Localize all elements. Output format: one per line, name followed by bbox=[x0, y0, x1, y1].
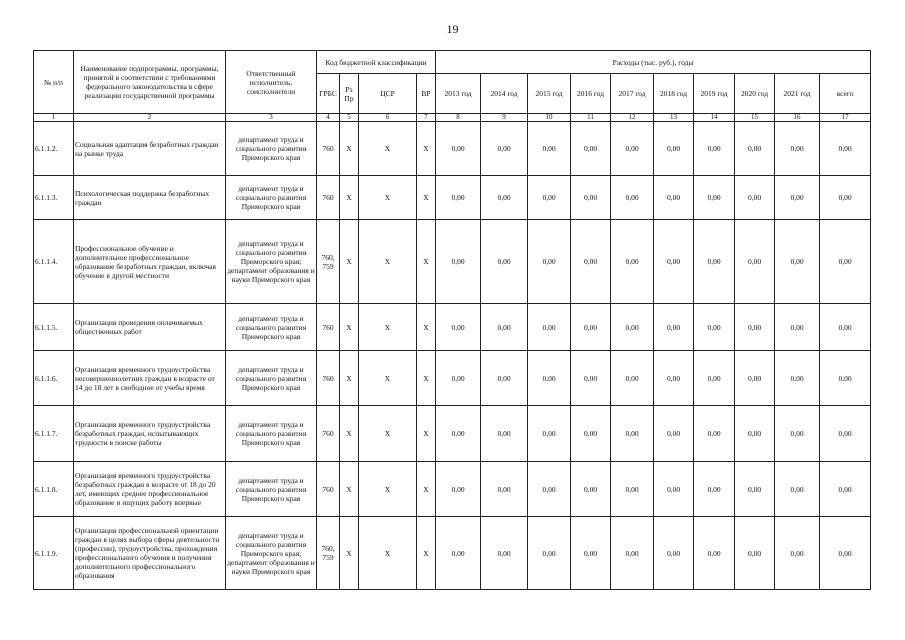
header-year: 2021 год bbox=[775, 74, 820, 114]
row-csr: X bbox=[359, 220, 417, 304]
header-year: всего bbox=[820, 74, 871, 114]
row-grbs: 760 bbox=[317, 304, 340, 351]
row-value: 0,00 bbox=[775, 220, 820, 304]
row-value: 0,00 bbox=[735, 304, 775, 351]
header-year: 2019 год bbox=[694, 74, 735, 114]
row-value: 0,00 bbox=[820, 220, 871, 304]
row-grbs: 760, 759 bbox=[317, 220, 340, 304]
row-value: 0,00 bbox=[694, 406, 735, 462]
column-number: 2 bbox=[74, 114, 226, 122]
row-value: 0,00 bbox=[436, 176, 481, 220]
header-expenses: Расходы (тыс. руб.), годы bbox=[436, 51, 871, 74]
row-rzpr: X bbox=[340, 122, 359, 176]
column-number: 14 bbox=[694, 114, 735, 122]
column-number: 4 bbox=[317, 114, 340, 122]
row-rzpr: X bbox=[340, 304, 359, 351]
table-row bbox=[34, 122, 871, 176]
row-value: 0,00 bbox=[735, 220, 775, 304]
column-number: 16 bbox=[775, 114, 820, 122]
row-value: 0,00 bbox=[481, 220, 528, 304]
row-value: 0,00 bbox=[694, 220, 735, 304]
row-value: 0,00 bbox=[611, 462, 654, 517]
row-grbs: 760, 759 bbox=[317, 517, 340, 590]
row-value: 0,00 bbox=[694, 304, 735, 351]
header-num: № п/п bbox=[34, 51, 74, 114]
row-value: 0,00 bbox=[694, 517, 735, 590]
row-value: 0,00 bbox=[611, 176, 654, 220]
row-value: 0,00 bbox=[611, 351, 654, 406]
row-name: Организация профессиональной ориентации граждан в целях выбора сферы деятельности (профессии), трудоустройства, прохождения профессионального обучения и получения дополнительного профессионального образования bbox=[74, 517, 226, 590]
column-number: 10 bbox=[528, 114, 571, 122]
row-vr: X bbox=[417, 122, 436, 176]
row-executor: департамент труда и социального развития Приморского края bbox=[226, 351, 317, 406]
row-value: 0,00 bbox=[694, 176, 735, 220]
row-rzpr: X bbox=[340, 351, 359, 406]
row-rzpr: X bbox=[340, 406, 359, 462]
row-name: Социальная адаптация безработных граждан на рынке труда bbox=[74, 122, 226, 176]
row-value: 0,00 bbox=[775, 351, 820, 406]
row-value: 0,00 bbox=[528, 122, 571, 176]
table-row bbox=[34, 351, 871, 406]
row-value: 0,00 bbox=[775, 517, 820, 590]
table-row bbox=[34, 517, 871, 590]
column-number: 5 bbox=[340, 114, 359, 122]
row-value: 0,00 bbox=[611, 304, 654, 351]
header-year: 2018 год bbox=[654, 74, 694, 114]
row-value: 0,00 bbox=[654, 517, 694, 590]
row-grbs: 760 bbox=[317, 462, 340, 517]
header-executor: Ответственный исполнитель, соисполнители bbox=[226, 51, 317, 114]
row-value: 0,00 bbox=[820, 517, 871, 590]
row-value: 0,00 bbox=[571, 122, 611, 176]
row-value: 0,00 bbox=[775, 304, 820, 351]
column-number: 17 bbox=[820, 114, 871, 122]
row-vr: X bbox=[417, 406, 436, 462]
row-name: Организация временного трудоустройства безработных граждан в возрасте от 18 до 20 лет, имеющих среднее профессиональное образование и ищущих работу впервые bbox=[74, 462, 226, 517]
header-year: 2020 год bbox=[735, 74, 775, 114]
row-value: 0,00 bbox=[611, 406, 654, 462]
row-value: 0,00 bbox=[528, 304, 571, 351]
header-year: 2014 год bbox=[481, 74, 528, 114]
row-value: 0,00 bbox=[436, 220, 481, 304]
header-budget-code: Код бюджетной классификации bbox=[317, 51, 436, 74]
row-value: 0,00 bbox=[571, 220, 611, 304]
table-row bbox=[34, 304, 871, 351]
row-value: 0,00 bbox=[654, 462, 694, 517]
row-value: 0,00 bbox=[481, 351, 528, 406]
row-value: 0,00 bbox=[611, 122, 654, 176]
row-csr: X bbox=[359, 406, 417, 462]
row-value: 0,00 bbox=[654, 220, 694, 304]
row-number: 6.1.1.9. bbox=[34, 517, 74, 590]
row-number: 6.1.1.2. bbox=[34, 122, 74, 176]
row-value: 0,00 bbox=[820, 351, 871, 406]
row-value: 0,00 bbox=[571, 462, 611, 517]
column-number: 12 bbox=[611, 114, 654, 122]
row-value: 0,00 bbox=[481, 462, 528, 517]
row-value: 0,00 bbox=[775, 122, 820, 176]
row-csr: X bbox=[359, 462, 417, 517]
column-number: 7 bbox=[417, 114, 436, 122]
row-value: 0,00 bbox=[528, 220, 571, 304]
column-number: 1 bbox=[34, 114, 74, 122]
row-value: 0,00 bbox=[436, 304, 481, 351]
row-value: 0,00 bbox=[436, 351, 481, 406]
row-number: 6.1.1.7. bbox=[34, 406, 74, 462]
table-row bbox=[34, 220, 871, 304]
row-value: 0,00 bbox=[735, 176, 775, 220]
row-value: 0,00 bbox=[481, 304, 528, 351]
header-vr: ВР bbox=[417, 74, 436, 114]
row-value: 0,00 bbox=[528, 462, 571, 517]
column-number: 15 bbox=[735, 114, 775, 122]
row-csr: X bbox=[359, 517, 417, 590]
row-executor: департамент труда и социального развития Приморского края; департамент образования и науки Приморского края bbox=[226, 220, 317, 304]
expenses-table bbox=[33, 50, 871, 590]
row-rzpr: X bbox=[340, 517, 359, 590]
row-value: 0,00 bbox=[571, 406, 611, 462]
row-value: 0,00 bbox=[735, 462, 775, 517]
row-vr: X bbox=[417, 351, 436, 406]
row-value: 0,00 bbox=[654, 122, 694, 176]
row-value: 0,00 bbox=[775, 406, 820, 462]
row-value: 0,00 bbox=[436, 517, 481, 590]
column-number: 6 bbox=[359, 114, 417, 122]
row-value: 0,00 bbox=[735, 351, 775, 406]
row-grbs: 760 bbox=[317, 351, 340, 406]
row-value: 0,00 bbox=[654, 351, 694, 406]
row-vr: X bbox=[417, 176, 436, 220]
column-number: 8 bbox=[436, 114, 481, 122]
row-value: 0,00 bbox=[775, 462, 820, 517]
table-row bbox=[34, 462, 871, 517]
row-value: 0,00 bbox=[481, 176, 528, 220]
row-number: 6.1.1.8. bbox=[34, 462, 74, 517]
row-executor: департамент труда и социального развития Приморского края bbox=[226, 176, 317, 220]
row-value: 0,00 bbox=[611, 220, 654, 304]
page-number: 19 bbox=[446, 22, 459, 36]
row-csr: X bbox=[359, 351, 417, 406]
row-executor: департамент труда и социального развития Приморского края bbox=[226, 122, 317, 176]
row-vr: X bbox=[417, 304, 436, 351]
row-value: 0,00 bbox=[820, 122, 871, 176]
row-value: 0,00 bbox=[735, 517, 775, 590]
row-number: 6.1.1.4. bbox=[34, 220, 74, 304]
header-year: 2015 год bbox=[528, 74, 571, 114]
row-value: 0,00 bbox=[735, 122, 775, 176]
row-value: 0,00 bbox=[528, 351, 571, 406]
row-name: Организация временного трудоустройства безработных граждан, испытывающих трудности в поиске работы bbox=[74, 406, 226, 462]
row-number: 6.1.1.5. bbox=[34, 304, 74, 351]
header-name: Наименование подпрограммы, программы, принятой в соответствии с требованиями федерального законодательства в сфере реализации государственной программы bbox=[74, 51, 226, 114]
row-vr: X bbox=[417, 220, 436, 304]
row-value: 0,00 bbox=[481, 122, 528, 176]
row-value: 0,00 bbox=[820, 462, 871, 517]
row-number: 6.1.1.3. bbox=[34, 176, 74, 220]
table-row bbox=[34, 176, 871, 220]
row-grbs: 760 bbox=[317, 406, 340, 462]
header-year: 2016 год bbox=[571, 74, 611, 114]
row-value: 0,00 bbox=[528, 176, 571, 220]
row-number: 6.1.1.6. bbox=[34, 351, 74, 406]
header-grbs: ГРБС bbox=[317, 74, 340, 114]
row-value: 0,00 bbox=[528, 406, 571, 462]
row-value: 0,00 bbox=[654, 176, 694, 220]
row-value: 0,00 bbox=[436, 122, 481, 176]
row-value: 0,00 bbox=[820, 406, 871, 462]
row-vr: X bbox=[417, 462, 436, 517]
row-executor: департамент труда и социального развития Приморского края bbox=[226, 406, 317, 462]
row-value: 0,00 bbox=[571, 351, 611, 406]
row-value: 0,00 bbox=[775, 176, 820, 220]
row-name: Профессиональное обучение и дополнительное профессиональное образование безработных граждан, включая обучение в другой местности bbox=[74, 220, 226, 304]
row-value: 0,00 bbox=[735, 406, 775, 462]
row-value: 0,00 bbox=[820, 176, 871, 220]
column-number: 3 bbox=[226, 114, 317, 122]
row-csr: X bbox=[359, 122, 417, 176]
row-value: 0,00 bbox=[694, 122, 735, 176]
column-number: 11 bbox=[571, 114, 611, 122]
row-value: 0,00 bbox=[481, 517, 528, 590]
row-grbs: 760 bbox=[317, 176, 340, 220]
row-value: 0,00 bbox=[694, 462, 735, 517]
row-value: 0,00 bbox=[528, 517, 571, 590]
row-rzpr: X bbox=[340, 176, 359, 220]
row-value: 0,00 bbox=[611, 517, 654, 590]
row-value: 0,00 bbox=[654, 406, 694, 462]
row-value: 0,00 bbox=[571, 176, 611, 220]
table-row bbox=[34, 406, 871, 462]
row-value: 0,00 bbox=[694, 351, 735, 406]
row-name: Психологическая поддержка безработных граждан bbox=[74, 176, 226, 220]
column-number: 9 bbox=[481, 114, 528, 122]
row-value: 0,00 bbox=[436, 462, 481, 517]
row-value: 0,00 bbox=[571, 517, 611, 590]
column-number: 13 bbox=[654, 114, 694, 122]
row-executor: департамент труда и социального развития Приморского края; департамент образования и науки Приморского края bbox=[226, 517, 317, 590]
row-value: 0,00 bbox=[481, 406, 528, 462]
header-csr: ЦСР bbox=[359, 74, 417, 114]
header-year: 2017 год bbox=[611, 74, 654, 114]
row-value: 0,00 bbox=[654, 304, 694, 351]
row-grbs: 760 bbox=[317, 122, 340, 176]
row-executor: департамент труда и социального развития Приморского края bbox=[226, 304, 317, 351]
row-name: Организация временного трудоустройства несовершеннолетних граждан в возрасте от 14 до 18 лет в свободное от учебы время bbox=[74, 351, 226, 406]
row-rzpr: X bbox=[340, 220, 359, 304]
header-year: 2013 год bbox=[436, 74, 481, 114]
row-value: 0,00 bbox=[820, 304, 871, 351]
row-csr: X bbox=[359, 176, 417, 220]
row-name: Организация проведения оплачиваемых общественных работ bbox=[74, 304, 226, 351]
row-value: 0,00 bbox=[571, 304, 611, 351]
row-rzpr: X bbox=[340, 462, 359, 517]
row-executor: департамент труда и социального развития Приморского края bbox=[226, 462, 317, 517]
row-csr: X bbox=[359, 304, 417, 351]
header-rzpr: Рз Пр bbox=[340, 74, 359, 114]
row-value: 0,00 bbox=[436, 406, 481, 462]
row-vr: X bbox=[417, 517, 436, 590]
